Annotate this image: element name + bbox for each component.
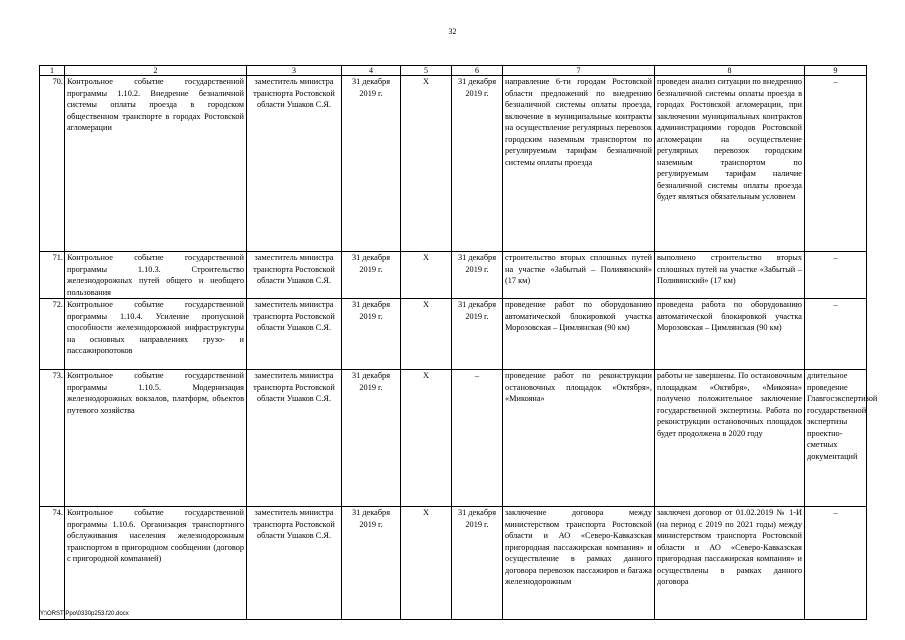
fact-date-cell: 31 декабря 2019 г. bbox=[452, 252, 503, 299]
actual-result-cell: выполнено строительство вторых сплошных путей на участке «Забытый – Поливянский» (17 км) bbox=[655, 252, 805, 299]
note-cell: длительное проведение Главгосэкспертизой государственной экспертизы проектно-сметных документаций bbox=[805, 370, 867, 507]
responsible-cell: заместитель министра транспорта Ростовской области Ушаков С.Я. bbox=[247, 507, 342, 620]
header-cell: 1 bbox=[40, 66, 65, 76]
planned-result-cell: строительство вторых сплошных путей на участке «Забытый – Поливянский» (17 км) bbox=[503, 252, 655, 299]
header-cell: 3 bbox=[247, 66, 342, 76]
responsible-cell: заместитель министра транспорта Ростовской области Ушаков С.Я. bbox=[247, 370, 342, 507]
header-row bbox=[40, 66, 867, 76]
header-cell: 7 bbox=[503, 66, 655, 76]
plan-date-cell: 31 декабря 2019 г. bbox=[342, 370, 401, 507]
actual-result-cell: заключен договор от 01.02.2019 № 1-И (на период с 2019 по 2021 годы) между министерством транспорта Ростовской области и АО «Северо-Кавказская пригородная пассажирская компания» и осуществлены в рамках данного договора bbox=[655, 507, 805, 620]
header-cell: 2 bbox=[65, 66, 247, 76]
header-cell: 6 bbox=[452, 66, 503, 76]
header-cell: 4 bbox=[342, 66, 401, 76]
fact-date-cell: 31 декабря 2019 г. bbox=[452, 76, 503, 252]
plan-date-cell: 31 декабря 2019 г. bbox=[342, 252, 401, 299]
table-row bbox=[40, 507, 867, 620]
table-row bbox=[40, 299, 867, 370]
x-cell: Х bbox=[401, 252, 452, 299]
responsible-cell: заместитель министра транспорта Ростовской области Ушаков С.Я. bbox=[247, 252, 342, 299]
actual-result-cell: работы не завершены. По остановочным площадкам «Октября», «Микояна» получено положительное заключение государственной экспертизы. Работа по реконструкции остановочных площадок будет продолжена в 2020 году bbox=[655, 370, 805, 507]
note-cell: – bbox=[805, 76, 867, 252]
header-cell: 5 bbox=[401, 66, 452, 76]
responsible-cell: заместитель министра транспорта Ростовской области Ушаков С.Я. bbox=[247, 76, 342, 252]
report-table bbox=[39, 65, 878, 620]
x-cell: Х bbox=[401, 76, 452, 252]
actual-result-cell: проведен анализ ситуации по внедрению безналичной системы оплаты проезда в городах Ростовской агломерации, при заключении муниципальных контрактов администрациями городов Ростовской агломерации на осуществление регулярных перевозок городским наземным транспортом по регулируемым тарифам наличие безналичной системы оплаты проезда будет являться обязательным условием bbox=[655, 76, 805, 252]
planned-result-cell: проведение работ по реконструкции остановочных площадок «Октября», «Микояна» bbox=[503, 370, 655, 507]
header-cell: 9 bbox=[805, 66, 867, 76]
x-cell: Х bbox=[401, 299, 452, 370]
fact-date-cell: – bbox=[452, 370, 503, 507]
plan-date-cell: 31 декабря 2019 г. bbox=[342, 299, 401, 370]
row-number: 72. bbox=[40, 299, 65, 370]
row-number: 73. bbox=[40, 370, 65, 507]
row-number: 74. bbox=[40, 507, 65, 620]
row-number: 71. bbox=[40, 252, 65, 299]
plan-date-cell: 31 декабря 2019 г. bbox=[342, 76, 401, 252]
event-cell: Контрольное событие государственной программы 1.10.4. Усиление пропускной способности железнодорожной инфраструктуры на основных направлениях грузо- и пассажиропотоков bbox=[65, 299, 247, 370]
footer-file-path: Y:\ORST\Ppo\0330p253.f20.docx bbox=[40, 611, 129, 617]
row-number: 70. bbox=[40, 76, 65, 252]
x-cell: Х bbox=[401, 370, 452, 507]
fact-date-cell: 31 декабря 2019 г. bbox=[452, 507, 503, 620]
event-cell: Контрольное событие государственной программы 1.10.6. Организация транспортного обслуживания населения железнодорожным транспортом в пригородном сообщении (договор с пригородной компанией) bbox=[65, 507, 247, 620]
note-cell: – bbox=[805, 252, 867, 299]
page-number: 32 bbox=[448, 27, 457, 36]
note-cell: – bbox=[805, 507, 867, 620]
table-row bbox=[40, 76, 867, 252]
x-cell: Х bbox=[401, 507, 452, 620]
planned-result-cell: направление 6-ти городам Ростовской области предложений по внедрению безналичной системы оплаты проезда, включение в муниципальные контракты на осуществление регулярных перевозок городским наземным транспортом по регулируемым тарифам безналичной системы оплаты проезда bbox=[503, 76, 655, 252]
note-cell: – bbox=[805, 299, 867, 370]
event-cell: Контрольное событие государственной программы 1.10.5. Модернизация железнодорожных вокзалов, платформ, объектов путевого хозяйства bbox=[65, 370, 247, 507]
table-row bbox=[40, 370, 867, 507]
event-cell: Контрольное событие государственной программы 1.10.2. Внедрение безналичной системы оплаты проезда в городском общественном транспорте в городах Ростовской агломерации bbox=[65, 76, 247, 252]
header-cell: 8 bbox=[655, 66, 805, 76]
planned-result-cell: проведение работ по оборудованию автоматической блокировкой участка Морозовская – Цимлянская (90 км) bbox=[503, 299, 655, 370]
planned-result-cell: заключение договора между министерством транспорта Ростовской области и АО «Северо-Кавказская пригородная пассажирская компания» и осуществление в рамках данного договора перевозок пассажиров и багажа железнодорожным bbox=[503, 507, 655, 620]
plan-date-cell: 31 декабря 2019 г. bbox=[342, 507, 401, 620]
actual-result-cell: проведена работа по оборудованию автоматической блокировкой участка Морозовская – Цимлянская (90 км) bbox=[655, 299, 805, 370]
table-row bbox=[40, 252, 867, 299]
fact-date-cell: 31 декабря 2019 г. bbox=[452, 299, 503, 370]
responsible-cell: заместитель министра транспорта Ростовской области Ушаков С.Я. bbox=[247, 299, 342, 370]
event-cell: Контрольное событие государственной программы 1.10.3. Строительство железнодорожных путей общего и необщего пользования bbox=[65, 252, 247, 299]
